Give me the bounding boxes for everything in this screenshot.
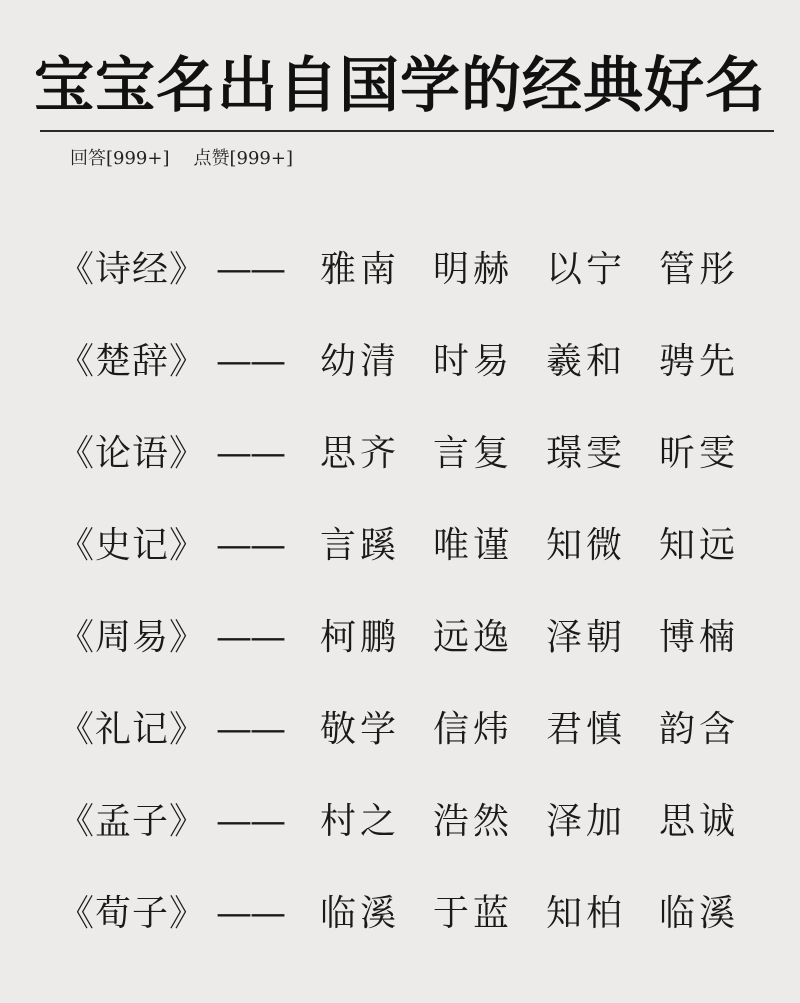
dash-separator: —— (216, 525, 284, 566)
likes-count[interactable]: 点赞[999+] (193, 148, 293, 169)
list-item (58, 516, 758, 608)
name-entry: 知远 (659, 525, 740, 566)
book-title: 《孟子》 (58, 801, 207, 842)
list-item (58, 424, 758, 516)
name-entry: 思诚 (659, 801, 740, 842)
name-entry: 远逸 (433, 617, 514, 658)
stats-bar (70, 146, 293, 172)
name-entry: 敬学 (320, 709, 401, 750)
book-title: 《礼记》 (58, 709, 207, 750)
name-entry: 浩然 (433, 801, 514, 842)
name-list (58, 240, 758, 976)
name-entry: 村之 (320, 801, 401, 842)
name-entry: 言蹊 (320, 525, 401, 566)
dash-separator: —— (216, 709, 284, 750)
book-title: 《周易》 (58, 617, 207, 658)
list-item (58, 332, 758, 424)
list-item (58, 700, 758, 792)
book-title: 《楚辞》 (58, 341, 207, 382)
book-title: 《诗经》 (58, 249, 207, 290)
dash-separator: —— (216, 341, 284, 382)
name-entry: 幼清 (320, 341, 401, 382)
name-entry: 思齐 (320, 433, 401, 474)
list-item (58, 608, 758, 700)
name-entry: 临溪 (320, 893, 401, 934)
name-entry: 雅南 (320, 249, 401, 290)
name-entry: 泽加 (546, 801, 627, 842)
dash-separator: —— (216, 249, 284, 290)
name-entry: 信炜 (433, 709, 514, 750)
name-entry: 时易 (433, 341, 514, 382)
name-entry: 泽朝 (546, 617, 627, 658)
name-entry: 柯鹏 (320, 617, 401, 658)
dash-separator: —— (216, 433, 284, 474)
name-entry: 知微 (546, 525, 627, 566)
list-item (58, 240, 758, 332)
name-entry: 昕雯 (659, 433, 740, 474)
answers-count[interactable]: 回答[999+] (70, 148, 170, 169)
dash-separator: —— (216, 801, 284, 842)
name-entry: 明赫 (433, 249, 514, 290)
name-entry: 君慎 (546, 709, 627, 750)
name-entry: 羲和 (546, 341, 627, 382)
page-title: 宝宝名出自国学的经典好名 (34, 51, 766, 121)
name-entry: 管彤 (659, 249, 740, 290)
dash-separator: —— (216, 893, 284, 934)
name-entry: 临溪 (659, 893, 740, 934)
book-title: 《荀子》 (58, 893, 207, 934)
book-title: 《论语》 (58, 433, 207, 474)
list-item (58, 884, 758, 976)
name-entry: 知柏 (546, 893, 627, 934)
book-title: 《史记》 (58, 525, 207, 566)
name-entry: 博楠 (659, 617, 740, 658)
dash-separator: —— (216, 617, 284, 658)
name-entry: 唯谨 (433, 525, 514, 566)
name-entry: 言复 (433, 433, 514, 474)
name-entry: 以宁 (546, 249, 627, 290)
name-entry: 韵含 (659, 709, 740, 750)
name-entry: 骋先 (659, 341, 740, 382)
name-entry: 璟雯 (546, 433, 627, 474)
title-divider (40, 130, 774, 132)
list-item (58, 792, 758, 884)
name-entry: 于蓝 (433, 893, 514, 934)
